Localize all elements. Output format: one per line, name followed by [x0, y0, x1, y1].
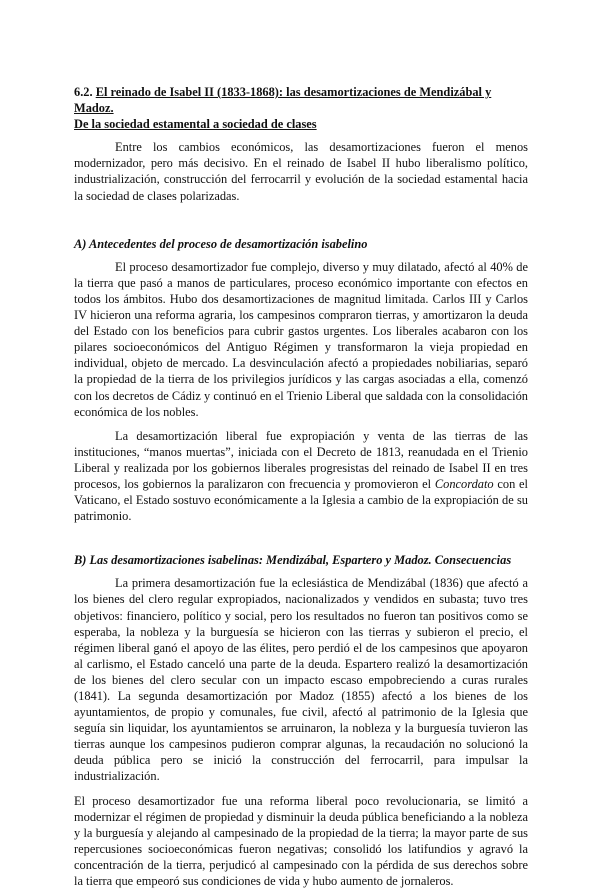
desamortizaciones-paragraph-2: El proceso desamortizador fue una reforma liberal poco revolucionaria, se limitó a modernizar el régimen de propiedad y disminuir la deuda pública beneficiando a la nobleza y la burguesía y alejando al campesinado de la propiedad de la tierra; la mayor parte de sus repercusiones socioeconómicas fueron negativas; consolidó los latifundios y agravó la concentración de la tierra, perjudicó al campesinado con la pérdida de sus derechos sobre la tierra que empeoró sus condiciones de vida y hubo aumento de jornaleros.	[74, 793, 528, 889]
antecedentes-p2-text-b: con el Vaticano, el Estado sostuvo económicamente a la Iglesia a cambio de la expropiación de su patrimonio.	[74, 476, 528, 524]
concordato-term: Concordato	[434, 476, 494, 491]
antecedentes-p2-text-a: La desamortización liberal fue expropiación y venta de las tierras de las instituciones, “manos muertas”, iniciada con el Decreto de 1813, reanudada en el Trienio Liberal y realizada por los gobiernos liberales progresistas del reinado de Isabel II en tres procesos, los gobiernos la paralizaron con frecuencia y promovieron el	[74, 428, 528, 491]
antecedentes-paragraph-1: El proceso desamortizador fue complejo, diverso y muy dilatado, afectó al 40% de la tierra que pasó a manos de particulares, proceso económico importante con efectos en todos los ámbitos. Hubo dos desamortizaciones de magnitud limitada. Carlos III y Carlos IV hicieron una reforma agraria, los campesinos compraron tierras, y amortizaron la deuda del Estado con los beneficios para cubrir gastos urgentes. Los liberales acabaron con los pilares socioeconómicos del Antiguo Régimen y transformaron la vieja propiedad en individual, objeto de mercado. La desvinculación afectó a propiedades nobiliarias, separó la propiedad de la tierra de los privilegios jurídicos y las cargas asociadas a ella, comenzó con los decretos de Cádiz y continuó en el Trienio Liberal que saldada con la consolidación económica de los nobles.	[74, 259, 528, 419]
heading-antecedentes: A) Antecedentes del proceso de desamortización isabelino	[74, 236, 368, 251]
document-page	[74, 84, 528, 889]
antecedentes-paragraph-2	[74, 428, 528, 525]
heading-desamortizaciones: B) Las desamortizaciones isabelinas: Mendizábal, Espartero y Madoz. Consecuencias	[74, 553, 512, 568]
section-title-line1: El reinado de Isabel II (1833-1868): las desamortizaciones de Mendizábal y Madoz.	[74, 85, 492, 116]
intro-paragraph: Entre los cambios económicos, las desamortizaciones fueron el menos modernizador, pero más decisivo. En el reinado de Isabel II hubo liberalismo político, industrialización, construcción del ferrocarril y evolución de la sociedad estamental hacia la sociedad de clases polarizadas.	[74, 140, 528, 203]
section-title	[74, 84, 528, 132]
section-title-line2: De la sociedad estamental a sociedad de clases	[74, 117, 317, 132]
desamortizaciones-paragraph-1: La primera desamortización fue la eclesiástica de Mendizábal (1836) que afectó a los bienes del clero regular expropiados, nacionalizados y vendidos en subasta; tuvo tres objetivos: financiero, político y social, pero los resultados no fueron tan positivos como se esperaba, la nobleza y la burguesía se hicieron con las tierras y subieron el precio, el régimen liberal ganó el apoyo de las élites, pero perdió el de los campesinos que apoyaron al carlismo, el Estado canceló una parte de la deuda. Espartero realizó la desamortización de los bienes del clero secular con un impacto escaso empobreciendo a curas rurales (1841). La segunda desamortización por Madoz (1855) afectó a los bienes de los ayuntamientos, de propio y comunales, fue civil, afectó al patrimonio de la Iglesia que seguía sin liquidar, los ayuntamientos se arruinaron, la nobleza y la burguesía tuvieron las tierras aunque los campesinos pudieron comprar algunas, la recaudación no solucionó la deuda pública pero se inició la construcción del ferrocarril, para impulsar la industrialización.	[74, 576, 528, 784]
section-number: 6.2.	[74, 85, 93, 99]
